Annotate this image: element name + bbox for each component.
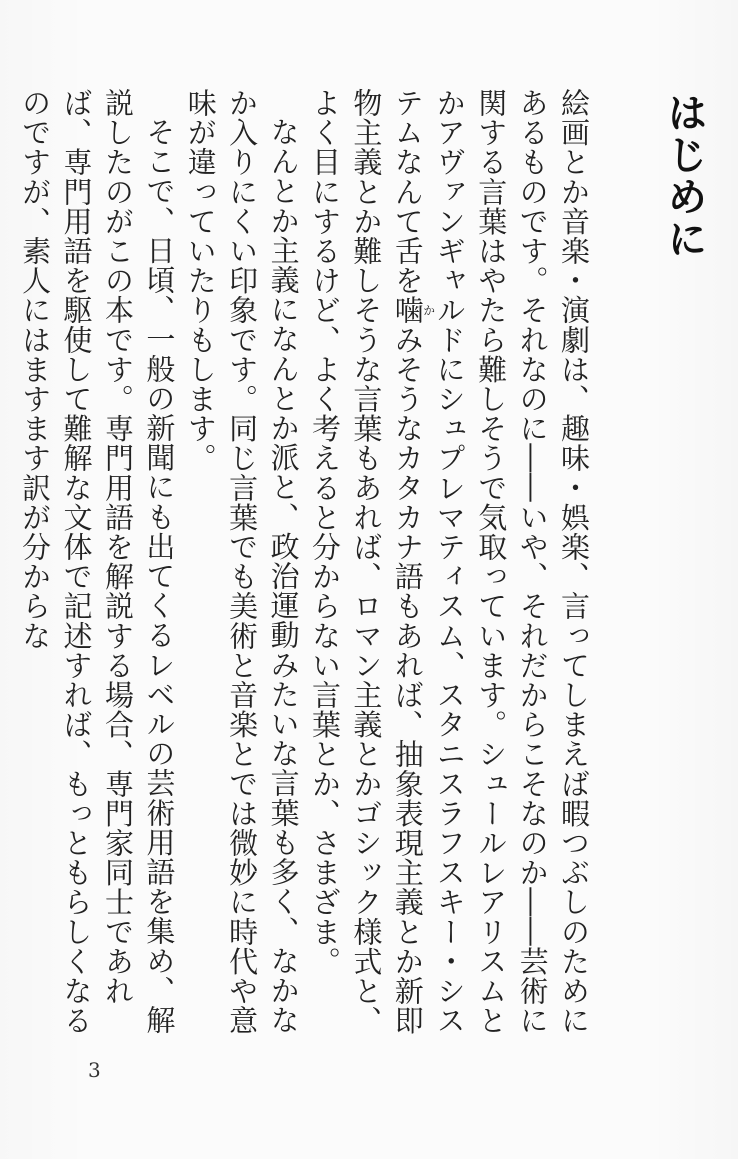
chapter-heading: はじめに [661,92,707,260]
paragraph-1: 絵画とか音楽・演劇は、趣味・娯楽、言ってしまえば暇つぶしのためにあるものです。それなのに――いや、それだからこそなのか――芸術に関する言葉はやたら難しそうで気取っています。シュールレアリスムとかアヴァンギャルドにシュプレマティスム、スタニスラフスキー・システムなんて舌を噛かみそうなカタカナ語もあれば、抽象表現主義とか新即物主義とか難しそうな言葉もあれば、ロマン主義とかゴシック様式と、よく目にするけど、よく考えると分からない言葉とか、さまざま。 [307,88,591,1036]
body-text [18,88,594,1036]
ruby-reading: か [421,295,436,325]
page-number: 3 [88,1058,101,1082]
ruby-annotation: 噛か [390,295,436,325]
paragraph-3: そこで、日頃、一般の新聞にも出てくるレベルの芸術用語を集め、解説したのがこの本です。専門用語を解説する場合、専門家同士であれば、専門用語を駆使して難解な文体で記述すれば、もっともらしくなるのですが、素人にはますます訳が分からな [18,88,177,1036]
paragraph-2: なんとか主義になんとか派と、政治運動みたいな言葉も多く、なかなか入りにくい印象です。同じ言葉でも美術と音楽とでは微妙に時代や意味が違っていたりもします。 [183,88,301,1036]
